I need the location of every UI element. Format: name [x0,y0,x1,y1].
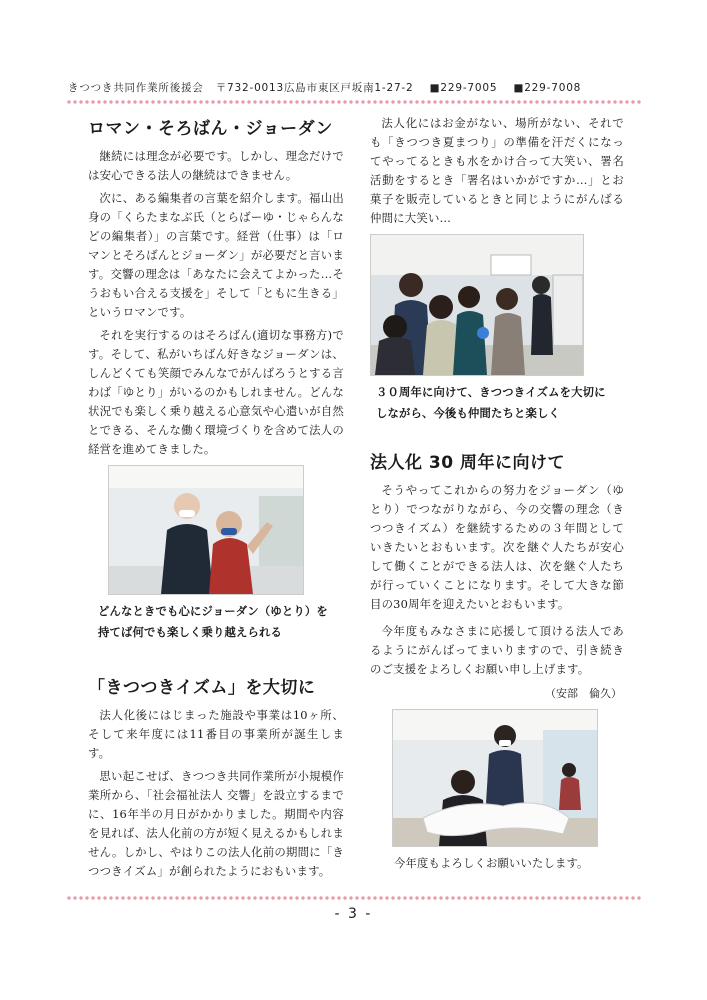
paragraph: 次に、ある編集者の言葉を紹介します。福山出身の「くらたまなぶ氏（とらばーゆ・じゃらんなどの編集者）」の言葉です。経営（仕事）は「ロマンとそろばんとジョーダン」が必要だと言います。交響の理念は「あなたに会えてよかった…そうおもい合える支援を」そして「ともに生きる」というロマンです。 [88,191,344,319]
photo1-caption-line1: どんなときでも心にジョーダン（ゆとり）を [98,605,328,618]
section-title-kitsutsuki-ism: 「きつつきイズム」を大切に [88,678,316,698]
paragraph: 思い起こせば、きつつき共同作業所が小規模作業所から、「社会福祉法人 交響」を設立するまでに、16年半の月日がかかりました。期間や内容を見れば、法人化前の方が短く見えるかもしれません。しかし、やはりこの法人化前の期間に「きつつきイズム」が創られたようにおもいます。 [88,769,344,878]
left-column [88,114,344,885]
paragraph: 法人化後にはじまった施設や事業は10ヶ所、そして来年度には11番目の事業所が誕生します。 [88,708,344,760]
newsletter-header [68,80,648,96]
photo3-caption: 今年度もよろしくお願いいたします。 [394,857,589,870]
top-dotted-divider [66,99,642,105]
section-title-roman: ロマン・そろばん・ジョーダン [88,119,333,139]
paragraph: 継続には理念が必要です。しかし、理念だけでは安心できる法人の継続はできません。 [88,149,344,182]
photo2-caption-line1: ３０周年に向けて、きつつきイズムを大切に [376,386,606,399]
page-number: - 3 - [334,906,373,922]
bottom-dotted-divider [66,895,642,901]
photo-working-with-cloth [392,709,598,847]
paragraph: それを実行するのはそろばん(適切な事務方)です。そして、私がいちばん好きなジョーダンは、しんどくても笑顔でみんなでがんばろうとする言わば「ゆとり」がいるのかもしれません。どんな状況でも楽しく乗り越える心意気や心遣いが自然とできる、そんな働く環境づくりを含めて法人の経営を進めてきました。 [88,328,344,456]
photo-two-men [108,465,304,595]
photo2-caption-line2: しながら、今後も仲間たちと楽しく [376,407,560,420]
photo1-caption-line2: 持てば何でも楽しく乗り越えられる [98,626,282,639]
section-title-30th-anniversary: 法人化 30 周年に向けて [370,453,565,473]
paragraph: 法人化にはお金がない、場所がない、それでも「きつつき夏まつり」の準備を汗だくになってやってるときも水をかけ合って大笑い、署名活動をするとき「署名はいかがですか…」とお菓子を販売しているときと同じようにがんばる仲間に大笑い… [370,116,624,225]
signature: （安部 倫久） [545,687,622,700]
photo-group-activity [370,234,584,376]
fax-number: ■229-7008 [513,82,582,94]
paragraph: そうやってこれからの努力をジョーダン（ゆとり）でつながりながら、今の交響の理念（きつつきイズム）を継続するための３年間としていきたいとおもいます。次を継ぐ人たちが安心して働くことができる法人は、次を継ぐ人たちが行っていくことになります。そして大きな節目の30周年を迎えたいとおもいます。 [370,483,624,611]
tel-number: ■229-7005 [429,82,498,94]
org-name: きつつき共同作業所後援会 [68,82,204,94]
paragraph: 今年度もみなさまに応援して頂ける法人であるようにがんばってまいりますので、引き続きのご支援をよろしくお願い申し上げます。 [370,624,624,676]
right-column [370,114,624,874]
address: 〒732-0013広島市東区戸坂南1-27-2 [215,82,414,94]
